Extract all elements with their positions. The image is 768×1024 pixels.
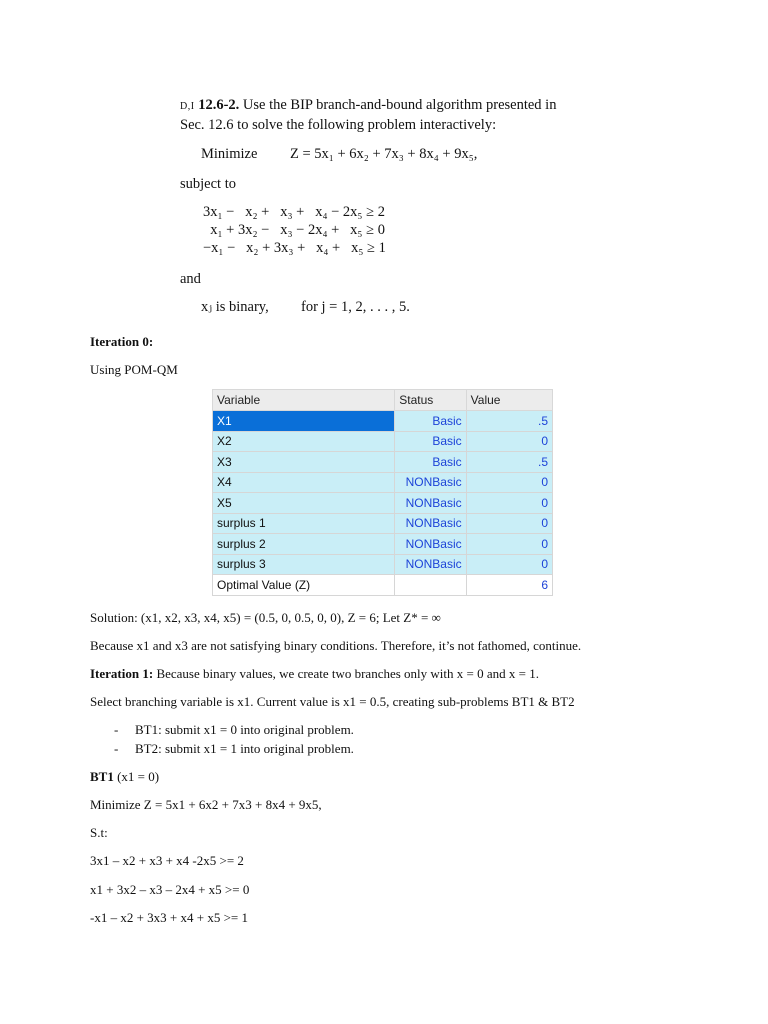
constraint-2: x₁ + 3x₂ − x₃ − 2x₄ + x₅ ≥ 0 — [203, 222, 385, 238]
iteration0-heading: Iteration 0: — [90, 334, 154, 349]
cell-status[interactable] — [395, 575, 466, 596]
iteration1-line — [90, 666, 539, 682]
header-status[interactable]: Status — [395, 390, 466, 411]
problem-tag: D,I — [180, 101, 195, 112]
iteration1-heading: Iteration 1: — [90, 666, 154, 681]
bt1-heading — [90, 769, 159, 785]
cell-value[interactable]: .5 — [466, 452, 552, 473]
constraint-3: −x₁ − x₂ + 3x₃ + x₄ + x₅ ≥ 1 — [203, 240, 386, 256]
optimal-value-row[interactable] — [213, 575, 553, 596]
problem-line1: Use the BIP branch-and-bound algorithm presented in — [242, 97, 557, 113]
bt1-constraint-2: x1 + 3x2 – x3 – 2x4 + x5 >= 0 — [90, 882, 250, 897]
objective-function: Z = 5x₁ + 6x₂ + 7x₃ + 8x₄ + 9x₅, — [290, 146, 478, 162]
select-branching-line: Select branching variable is x1. Current value is x1 = 0.5, creating sub-problems BT1 & BT2 — [90, 694, 575, 709]
bt1-objective: Minimize Z = 5x1 + 6x2 + 7x3 + 8x4 + 9x5, — [90, 797, 322, 812]
cell-variable[interactable]: X5 — [213, 493, 395, 514]
cell-variable[interactable]: X2 — [213, 431, 395, 452]
header-value[interactable]: Value — [466, 390, 552, 411]
cell-status[interactable]: NONBasic — [395, 472, 466, 493]
bt1-st: S.t: — [90, 825, 108, 840]
cell-variable[interactable]: X1 — [213, 411, 395, 432]
bt1-constraint-3: -x1 – x2 + 3x3 + x4 + x5 >= 1 — [90, 910, 248, 925]
cell-variable[interactable]: Optimal Value (Z) — [213, 575, 395, 596]
subject-to-label: subject to — [180, 176, 236, 192]
cell-status[interactable]: NONBasic — [395, 554, 466, 575]
problem-number: 12.6-2. — [198, 97, 240, 113]
cell-variable[interactable]: X3 — [213, 452, 395, 473]
cell-value[interactable]: 0 — [466, 554, 552, 575]
solution-line: Solution: (x1, x2, x3, x4, x5) = (0.5, 0, 0.5, 0, 0), Z = 6; Let Z* = ∞ — [90, 610, 441, 625]
table-row[interactable] — [213, 513, 553, 534]
table-row[interactable] — [213, 554, 553, 575]
cell-status[interactable]: NONBasic — [395, 534, 466, 555]
cell-variable[interactable]: surplus 3 — [213, 554, 395, 575]
cell-variable[interactable]: surplus 2 — [213, 534, 395, 555]
table-row[interactable] — [213, 534, 553, 555]
problem-line2: Sec. 12.6 to solve the following problem interactively: — [180, 117, 497, 133]
problem-header — [180, 97, 556, 114]
cell-status[interactable]: NONBasic — [395, 513, 466, 534]
bullet-bt2: BT2: submit x1 = 1 into original problem. — [135, 741, 354, 756]
bullet-dash: - — [114, 741, 119, 756]
binary-condition: xⱼ is binary, — [201, 299, 269, 315]
binary-range: for j = 1, 2, . . . , 5. — [301, 299, 410, 315]
cell-value[interactable]: 0 — [466, 513, 552, 534]
table-row[interactable] — [213, 493, 553, 514]
cell-value[interactable]: 0 — [466, 493, 552, 514]
bullet-dash: - — [114, 722, 119, 737]
cell-value[interactable]: 0 — [466, 534, 552, 555]
header-variable[interactable]: Variable — [213, 390, 395, 411]
bullet-bt1: BT1: submit x1 = 0 into original problem. — [135, 722, 354, 737]
iteration1-text: Because binary values, we create two branches only with x = 0 and x = 1. — [156, 666, 539, 681]
bt1-constraint-1: 3x1 – x2 + x3 + x4 -2x5 >= 2 — [90, 853, 244, 868]
list-item — [114, 741, 354, 760]
bt1-label: BT1 — [90, 769, 114, 784]
cell-value[interactable]: .5 — [466, 411, 552, 432]
table-row[interactable] — [213, 472, 553, 493]
table-row[interactable] — [213, 431, 553, 452]
table-row[interactable] — [213, 411, 553, 432]
cell-variable[interactable]: surplus 1 — [213, 513, 395, 534]
cell-status[interactable]: Basic — [395, 452, 466, 473]
pomqm-results-table — [212, 389, 553, 596]
because-line: Because x1 and x3 are not satisfying binary conditions. Therefore, it’s not fathomed, continue. — [90, 638, 582, 653]
table-row[interactable] — [213, 452, 553, 473]
list-item — [114, 722, 354, 741]
cell-status[interactable]: Basic — [395, 411, 466, 432]
and-label: and — [180, 271, 201, 287]
cell-status[interactable]: NONBasic — [395, 493, 466, 514]
minimize-label: Minimize — [201, 146, 258, 162]
cell-value[interactable]: 0 — [466, 472, 552, 493]
cell-value[interactable]: 0 — [466, 431, 552, 452]
constraint-1: 3x₁ − x₂ + x₃ + x₄ − 2x₅ ≥ 2 — [203, 204, 385, 220]
cell-variable[interactable]: X4 — [213, 472, 395, 493]
cell-value[interactable]: 6 — [466, 575, 552, 596]
branch-list — [114, 722, 354, 760]
cell-status[interactable]: Basic — [395, 431, 466, 452]
using-pomqm: Using POM-QM — [90, 362, 178, 377]
table-header-row — [213, 390, 553, 411]
bt1-condition: (x1 = 0) — [117, 769, 160, 784]
